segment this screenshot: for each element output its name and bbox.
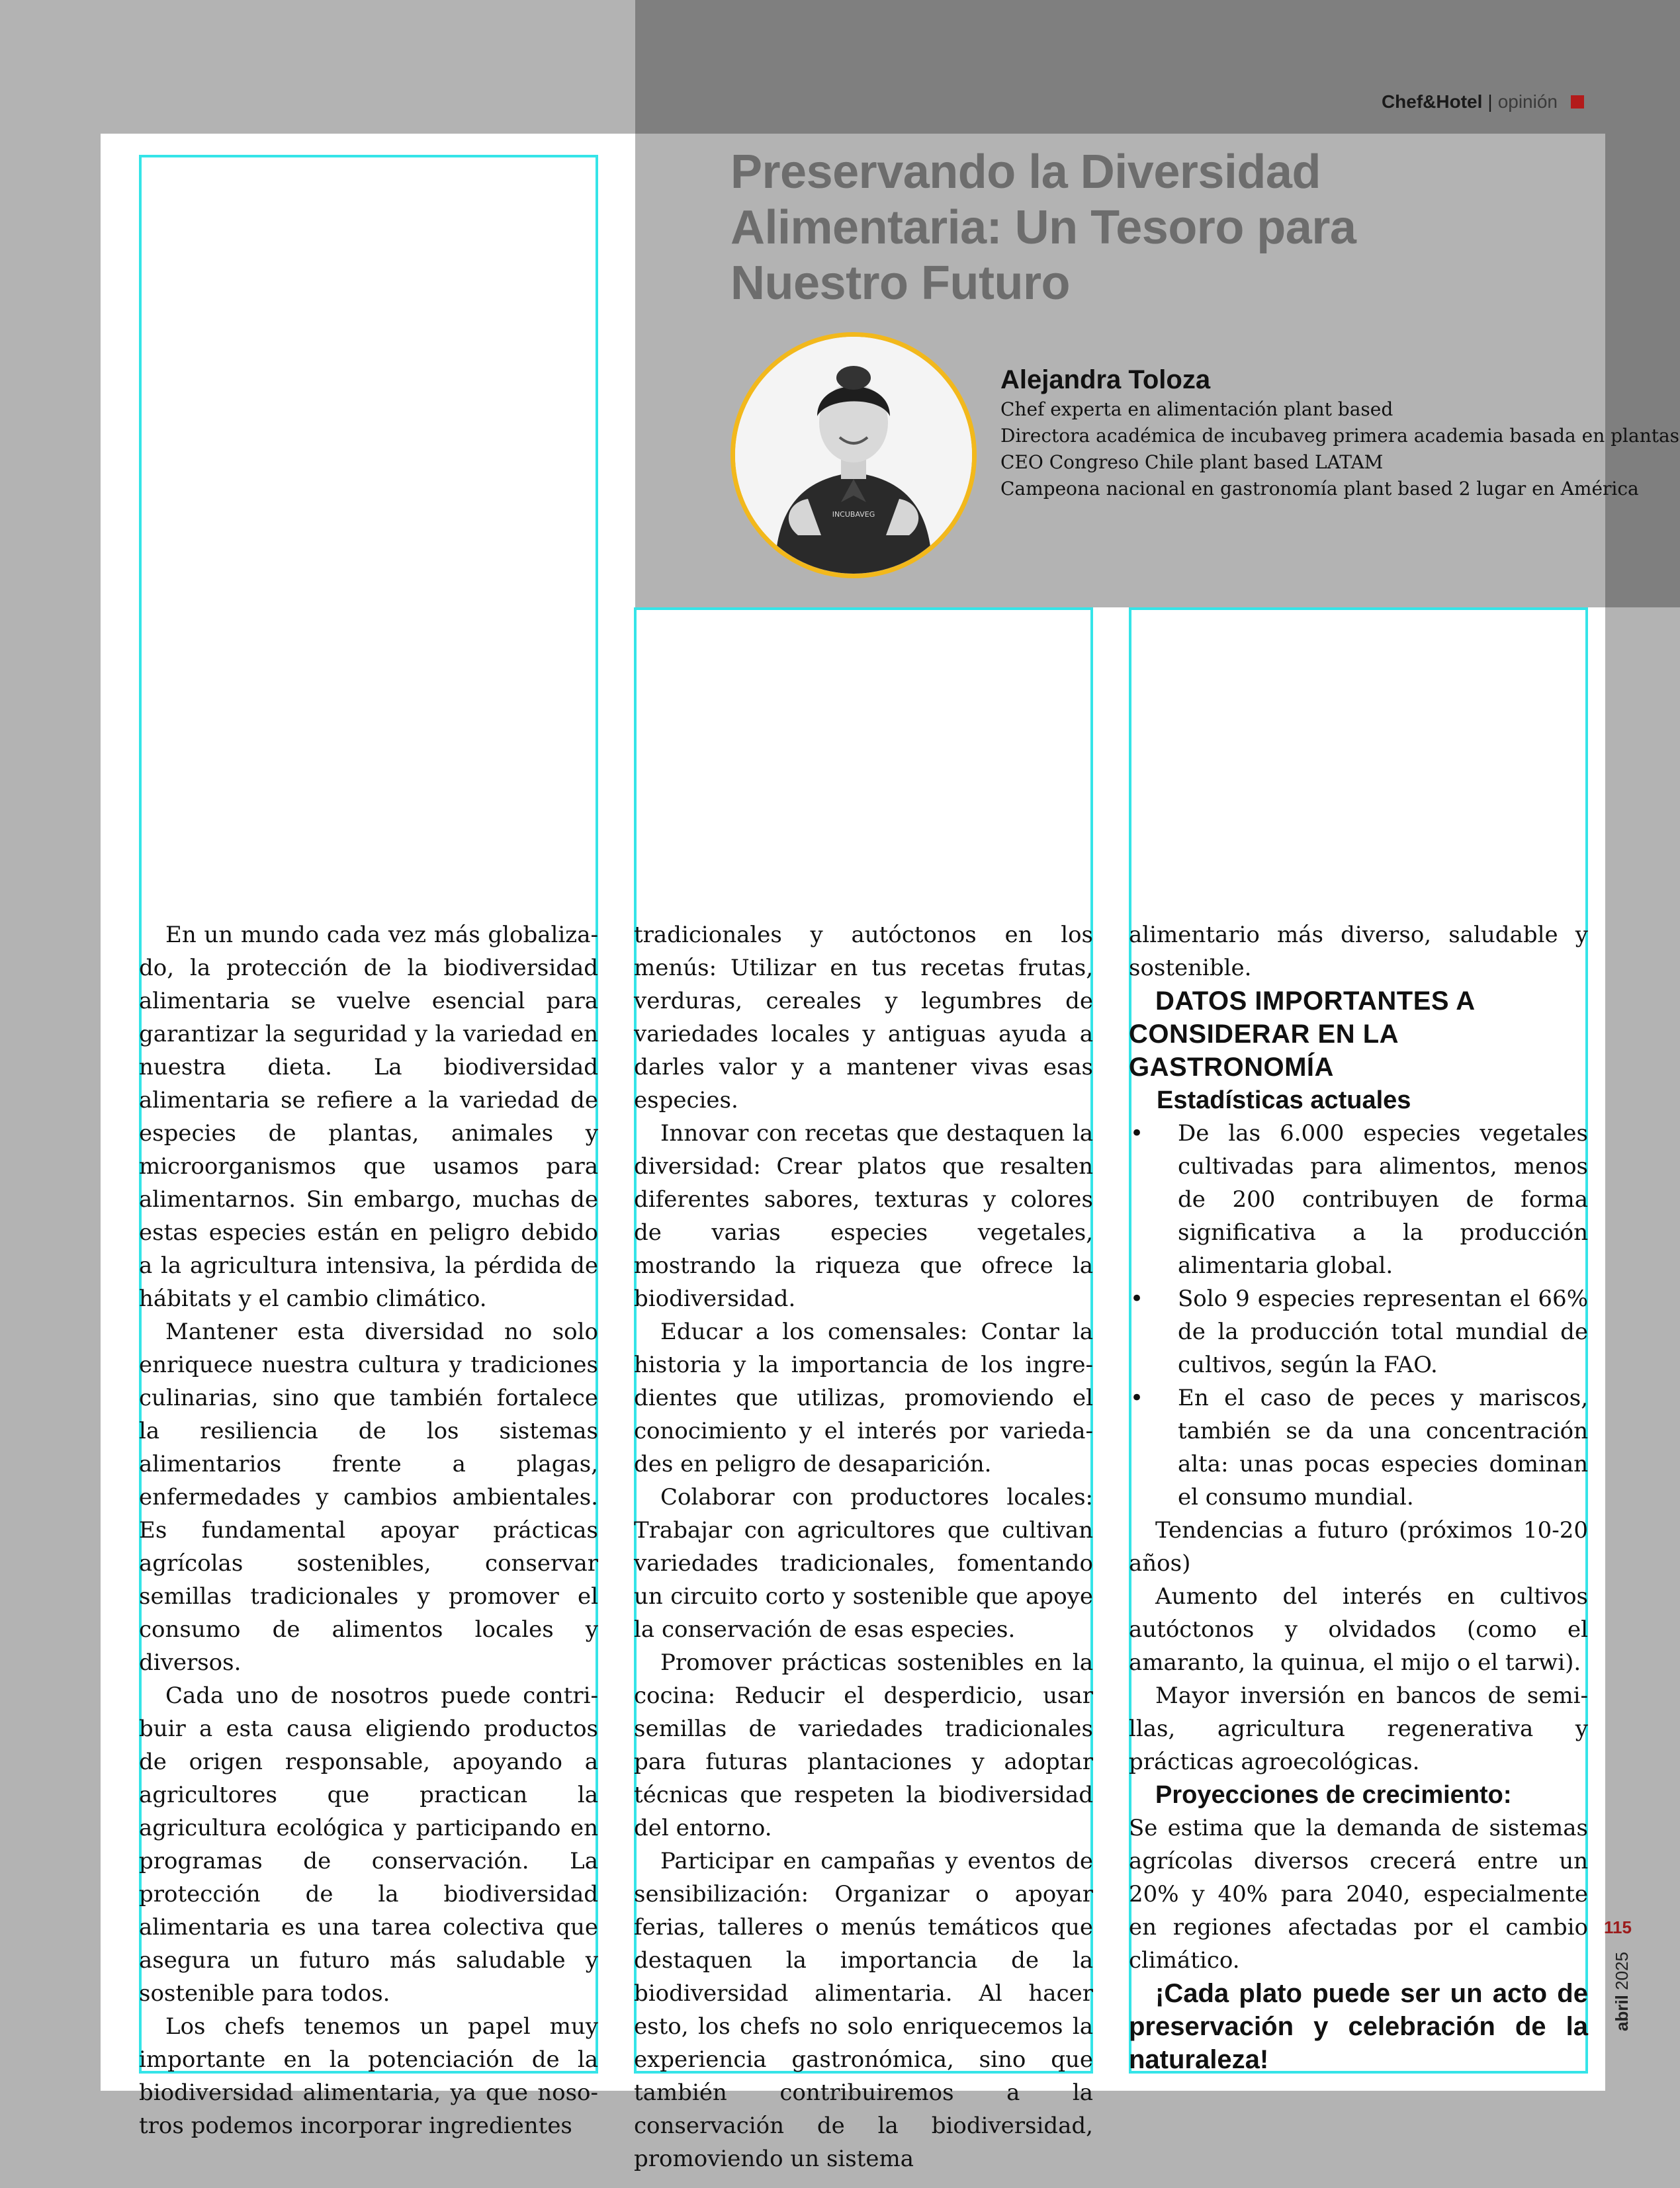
author-credential: CEO Congreso Chile plant based LATAM [1000,451,1384,473]
page-number: 115 [1604,1917,1632,1937]
section-heading: DATOS IMPORTANTES A CONSIDERAR EN LA GASTRONOMÍA [1129,986,1475,1082]
paragraph: tradicionales y autóctonos en los menús: Utilizar en tus recetas frutas, verduras, cereales y legumbres de variedades locales y antiguas ayuda a darles valor y a mantener vivas esas especies. [634,922,1093,1114]
brand-name: Chef&Hotel [1381,91,1483,112]
section-marker-icon [1571,95,1584,109]
author-block [1000,365,1680,502]
paragraph: Colaborar con productores locales: Trabajar con agricultores que cultivan variedades tradicionales, fomentando un circuito corto y sostenible que apoye la conservación de esas especies. [634,1484,1093,1643]
section-name: opinión [1497,91,1558,112]
paragraph: Los chefs tenemos un papel muy importante en la potenciación de la biodiversidad alimentaria, ya que nosotros podemos incorporar ingredientes [139,2013,598,2139]
photo-logo-text: INCUBAVEG [832,510,875,519]
author-credential: Chef experta en alimentación plant based [1000,398,1393,420]
article-title: Preservando la Diversidad Alimentaria: Un Tesoro para Nuestro Futuro [730,146,1356,310]
paragraph: Innovar con recetas que destaquen la diversidad: Crear platos que resalten diferentes sabores, texturas y colores de varias especies vegetales, mostrando la riqueza que ofrece la biodiversidad. [634,1120,1093,1312]
author-credential: Directora académica de incubaveg primera academia basada en plantas [1000,425,1680,447]
subheading: Estadísticas actuales [1157,1086,1411,1114]
paragraph: alimentario más diverso, saludable y sostenible. [1129,922,1588,981]
paragraph: Promover prácticas sostenibles en la cocina: Reducir el desperdicio, usar semillas de variedades tradicionales para futuras plantaciones y adoptar técnicas que respeten la biodiversidad del entorno. [634,1649,1093,1841]
running-head-separator: | [1487,91,1493,112]
list-item: • De las 6.000 especies vegetales cultivadas para alimentos, menos de 200 contribuyen de forma significativa a la producción alimentaria global. [1129,1117,1588,1282]
paragraph: Se estima que la demanda de sistemas agrícolas diversos crecerá entre un 20% y 40% para 2040, especialmente en regiones afectadas por el cambio climático. [1129,1815,1588,1974]
paragraph: Educar a los comensales: Contar la historia y la importancia de los ingredientes que utilizas, promoviendo el conocimiento y el interés por variedades en peligro de desaparición. [634,1319,1093,1477]
paragraph: Aumento del interés en cultivos autóctonos y olvidados (como el amaranto, la quinua, el mijo o el tarwi). [1129,1583,1588,1676]
author-credential: Campeona nacional en gastronomía plant based 2 lugar en América [1000,478,1639,500]
body-column-3 [1129,918,1588,2076]
paragraph: Participar en campañas y eventos de sensibilización: Organizar o apoyar ferias, talleres o menús temáticos que destaquen la importancia de la biodiversidad alimentaria. Al hacer esto, los chefs no solo enriquecemos la experiencia gastronómica, sino que también contribuiremos a la conservación de la biodiversidad, promoviendo un sistema [634,1848,1093,2172]
paragraph: Cada uno de nosotros puede contribuir a esta causa eligiendo productos de origen responsable, apoyando a agricultores que practican la agricultura ecológica y participando en programas de conservación. La protección de la biodiversidad alimentaria es una tarea colectiva que asegura un futuro más saludable y sostenible para todos. [139,1683,598,2007]
list-item: • Solo 9 especies representan el 66% de la producción total mundial de cultivos, según la FAO. [1129,1282,1588,1381]
running-head [1382,91,1584,112]
list-item: • En el caso de peces y mariscos, también se da una concentración alta: unas pocas especies dominan el consumo mundial. [1129,1381,1588,1514]
author-name: Alejandra Toloza [1000,365,1211,394]
paragraph: Mantener esta diversidad no solo enriquece nuestra cultura y tradiciones culinarias, sino que también fortalece la resiliencia de los sistemas alimentarios frente a plagas, enfermedades y cambios ambientales. Es fundamental apoyar prácticas agrícolas sostenibles, conservar semillas tradicionales y promover el consumo de alimentos locales y diversos. [139,1319,598,1676]
issue-date [1612,1952,1632,2031]
issue-year: 2025 [1612,1952,1632,1990]
growth-title: Proyecciones de crecimiento: [1155,1781,1512,1809]
paragraph: En un mundo cada vez más globalizado, la protección de la biodiversidad alimentaria se vuelve esencial para garantizar la seguridad y la variedad en nuestra dieta. La biodiversidad alimentaria se refiere a la variedad de especies de plantas, animales y microorganismos que usamos para alimentarnos. Sin embargo, muchas de estas especies están en peligro debido a la agricultura intensiva, la pérdida de hábitats y el cambio climático. [139,922,598,1312]
paragraph: Mayor inversión en bancos de semillas, agricultura regenerativa y prácticas agroecológicas. [1129,1683,1588,1775]
closing-statement: ¡Cada plato puede ser un acto de preservación y celebración de la naturaleza! [1129,1979,1588,2074]
chef-portrait-icon [735,337,972,574]
author-photo [730,332,977,578]
body-column-1 [139,918,598,2142]
statistics-list [1129,1117,1588,1514]
body-column-2 [634,918,1093,2175]
issue-month: abril [1612,1995,1632,2031]
trends-title: Tendencias a futuro (próximos 10-20 años) [1129,1517,1588,1577]
